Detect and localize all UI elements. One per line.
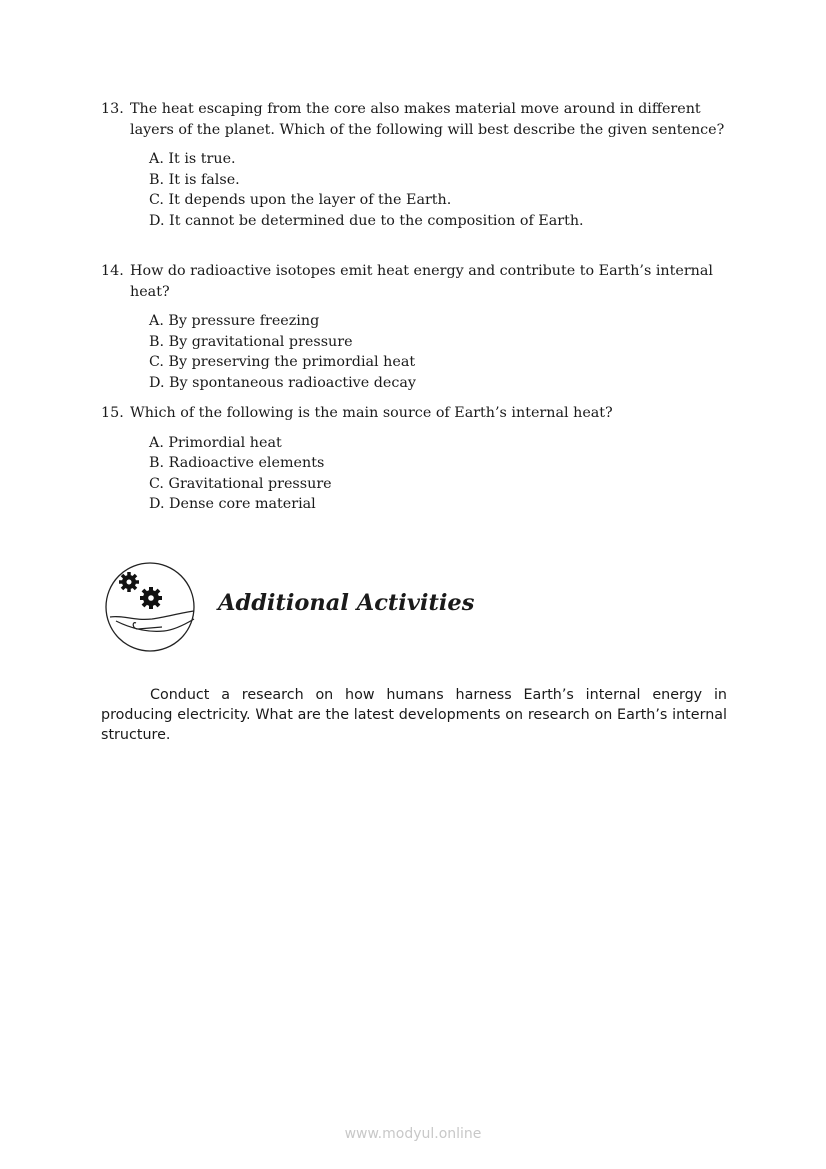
gears-in-hand-icon [104,561,196,653]
option-d: D. It cannot be determined due to the composition of Earth. [149,212,584,229]
option-c: C. By preserving the primordial heat [149,354,416,370]
footer-watermark: www.modyul.online [344,1126,482,1142]
question-number: 14. [101,263,124,279]
question-number: 13. [101,101,124,117]
activity-instructions: Conduct a research on how humans harness Earth’s internal energy in producing electricity. What are the latest developments on research on Earth’s internal structure. [101,687,727,743]
option-a: A. It is true. [149,151,236,167]
option-b: B. By gravitational pressure [149,333,353,350]
question-text: Which of the following is the main source of Earth’s internal heat? [130,405,613,421]
option-a: A. Primordial heat [149,434,282,451]
option-d: D. By spontaneous radioactive decay [149,374,416,391]
question-15 [101,403,731,515]
question-13 [101,99,731,231]
option-c: C. It depends upon the layer of the Earth. [149,192,452,208]
option-b: B. It is false. [149,171,240,188]
question-number: 15. [101,405,124,421]
question-14 [101,261,731,393]
section-title: Additional Activities [218,590,475,616]
option-d: D. Dense core material [149,496,316,512]
option-c: C. Gravitational pressure [149,475,332,492]
question-text: How do radioactive isotopes emit heat energy and contribute to Earth’s internal heat? [130,263,713,300]
question-text: The heat escaping from the core also makes material move around in different layers of the planet. Which of the following will best describe the given sentence? [130,101,725,138]
option-b: B. Radioactive elements [149,455,325,471]
option-a: A. By pressure freezing [149,313,320,329]
